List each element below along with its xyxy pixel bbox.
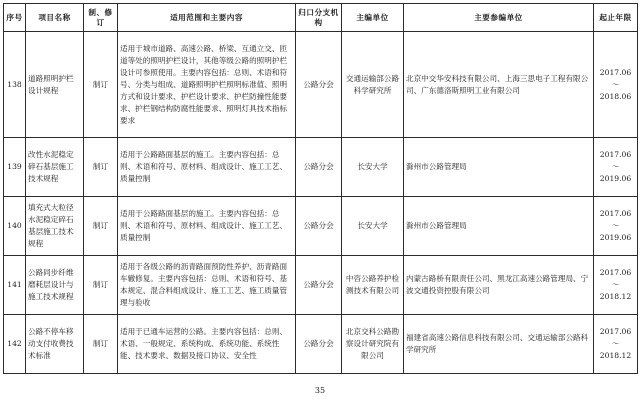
- row-no: 138: [4, 32, 26, 138]
- row-scope: 适用于公路路面基层的施工。主要内容包括：总则、术语和符号、原材料、组成设计、施工工艺、质量控制: [118, 138, 296, 197]
- page-number: 35: [314, 386, 326, 395]
- header-name: 项目名称: [26, 4, 84, 32]
- header-branch: 归口分支机构: [296, 4, 342, 32]
- period-start: 2017.06: [599, 150, 632, 159]
- row-scope: 适用于公路路面基层的施工。主要内容包括：总则、术语和符号、原材料、组成设计、施工工艺、质量控制: [118, 197, 296, 256]
- row-no: 142: [4, 315, 26, 374]
- row-period: [594, 315, 638, 374]
- row-type: 制订: [84, 138, 118, 197]
- header-period: 起止年限: [594, 4, 638, 32]
- row-editor: 长安大学: [342, 138, 404, 197]
- period-end: 2019.06: [599, 233, 632, 242]
- period-end: 2018.12: [599, 292, 632, 301]
- row-period: [594, 138, 638, 197]
- row-type: 制订: [84, 315, 118, 374]
- row-name: 填充式大粒径水泥稳定碎石基层施工技术规程: [26, 197, 84, 256]
- row-branch: 公路分会: [296, 138, 342, 197]
- row-name: 公路不停车移动支付收费技术标准: [26, 315, 84, 374]
- header-type: 制、修订: [84, 4, 118, 32]
- standards-table: [3, 3, 638, 374]
- period-start: 2017.06: [599, 268, 632, 277]
- row-type: 制订: [84, 197, 118, 256]
- row-branch: 公路分会: [296, 256, 342, 315]
- row-participants: 滁州市公路管理局: [404, 197, 594, 256]
- period-sep: ～: [611, 221, 620, 230]
- row-participants: 内蒙古路桥有限责任公司、黑龙江高速公路管理局、宁波交通投资控股有限公司: [404, 256, 594, 315]
- period-start: 2017.06: [599, 327, 632, 336]
- row-period: [594, 256, 638, 315]
- row-name: 公路同步纤维磨耗层设计与施工技术规程: [26, 256, 84, 315]
- row-name: 改性水泥稳定碎石基层施工技术规程: [26, 138, 84, 197]
- period-start: 2017.06: [599, 209, 632, 218]
- row-branch: 公路分会: [296, 32, 342, 138]
- row-participants: 滁州市公路管理局: [404, 138, 594, 197]
- header-editor: 主编单位: [342, 4, 404, 32]
- row-name: 道路照明护栏设计规程: [26, 32, 84, 138]
- header-row: [4, 4, 638, 32]
- period-end: 2019.06: [599, 174, 632, 183]
- table-row: [4, 197, 638, 256]
- row-type: 制订: [84, 32, 118, 138]
- row-editor: 中咨公路养护检测技术有限公司: [342, 256, 404, 315]
- row-scope: 适用于各级公路的沥青路面预防性养护、沥青路面车辙修复。主要内容包括：总则、术语和符号、基本规定、混合料组成设计、施工工艺、施工质量管理与验收: [118, 256, 296, 315]
- period-sep: ～: [611, 79, 620, 89]
- period-start: 2017.06: [599, 67, 632, 77]
- row-type: 制订: [84, 256, 118, 315]
- row-period: [594, 32, 638, 138]
- row-editor: 交通运输部公路科学研究所: [342, 32, 404, 138]
- table-row: [4, 256, 638, 315]
- table-row: [4, 315, 638, 374]
- period-end: 2018.06: [599, 91, 632, 101]
- period-sep: ～: [611, 339, 620, 348]
- period-end: 2018.12: [599, 351, 632, 360]
- row-no: 140: [4, 197, 26, 256]
- row-branch: 公路分会: [296, 197, 342, 256]
- row-scope: 适用于已通车运营的公路。主要内容包括：总则、术语、一般规定、系统构成、系统功能、系统性能、技术要求、数据及接口协议、安全性: [118, 315, 296, 374]
- row-scope: 适用于城市道路、高速公路、桥梁、互通立交、匝道等处的照明护栏设计，其他等级公路的照明护栏设计可参照使用。主要内容包括：总则、术语和符号、分类与组成、道路照明护栏照明标准值、照明方式和设计要求、护栏设计要求、护栏防撞性能要求、护栏钢结构防腐性能要求、照明灯具技术指标要求: [118, 32, 296, 138]
- period-sep: ～: [611, 280, 620, 289]
- table-row: [4, 32, 638, 138]
- period-sep: ～: [611, 162, 620, 171]
- row-no: 139: [4, 138, 26, 197]
- row-branch: 公路分会: [296, 315, 342, 374]
- row-editor: 北京交科公路勘察设计研究院有限公司: [342, 315, 404, 374]
- row-participants: 福建省高速公路信息科技有限公司、交通运输部公路科学研究所: [404, 315, 594, 374]
- header-scope: 适用范围和主要内容: [118, 4, 296, 32]
- header-no: 序号: [4, 4, 26, 32]
- header-participants: 主要参编单位: [404, 4, 594, 32]
- row-editor: 长安大学: [342, 197, 404, 256]
- row-no: 141: [4, 256, 26, 315]
- row-period: [594, 197, 638, 256]
- row-participants: 北京中交华安科技有限公司、上海三思电子工程有限公司、广东德洛斯照明工业有限公司: [404, 32, 594, 138]
- table-row: [4, 138, 638, 197]
